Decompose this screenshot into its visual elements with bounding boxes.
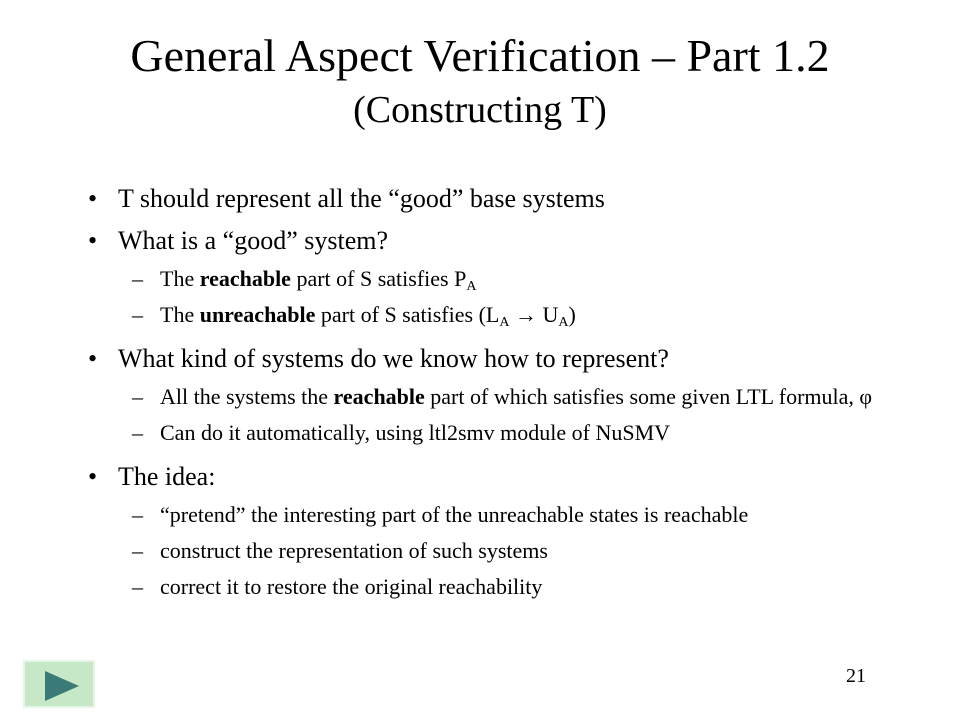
sub-bullet-item	[88, 538, 908, 564]
dash-icon: –	[132, 302, 143, 327]
bullet-text: What kind of systems do we know how to represent?	[118, 344, 669, 373]
sub-bullet-item	[88, 574, 908, 600]
bullet-item	[88, 224, 908, 258]
sub-bullet-text: correct it to restore the original reachability	[160, 574, 543, 599]
bullet-text: What is a “good” system?	[118, 226, 389, 255]
dash-icon: –	[132, 420, 143, 445]
sub-bullet-item	[88, 502, 908, 528]
bullet-text: The idea:	[118, 462, 216, 491]
title-block	[0, 28, 960, 132]
bullet-item	[88, 182, 908, 216]
page-number: 21	[846, 665, 866, 687]
dash-icon: –	[132, 502, 143, 527]
bullet-item	[88, 460, 908, 494]
dash-icon: –	[132, 574, 143, 599]
bullet-text: T should represent all the “good” base systems	[118, 184, 605, 213]
sub-bullet-text: All the systems the reachable part of which satisfies some given LTL formula, φ	[160, 384, 873, 409]
sub-bullet-item	[88, 420, 908, 446]
bullet-icon: •	[88, 462, 98, 491]
sub-bullet-item	[88, 302, 908, 328]
bullet-icon: •	[88, 344, 98, 373]
next-slide-button[interactable]	[23, 660, 95, 708]
bullet-list	[88, 182, 908, 610]
sub-bullet-text: Can do it automatically, using ltl2smv module of NuSMV	[160, 420, 671, 445]
sub-bullet-text: construct the representation of such systems	[160, 538, 548, 563]
dash-icon: –	[132, 266, 143, 291]
bullet-item	[88, 342, 908, 376]
bullet-icon: •	[88, 184, 98, 213]
sub-bullet-text: The unreachable part of S satisfies $(L_A \to U_A)$	[160, 302, 576, 330]
dash-icon: –	[132, 384, 143, 409]
sub-bullet-text: “pretend” the interesting part of the unreachable states is reachable	[160, 502, 749, 527]
slide-title: General Aspect Verification – Part 1.2	[130, 30, 830, 81]
slide-subtitle: (Constructing T)	[353, 89, 607, 131]
bullet-icon: •	[88, 226, 98, 255]
sub-bullet-item	[88, 266, 908, 292]
play-next-icon	[45, 671, 79, 701]
sub-bullet-text: The reachable part of S satisfies $P_A$	[160, 266, 477, 294]
dash-icon: –	[132, 538, 143, 563]
sub-bullet-item	[88, 384, 908, 410]
